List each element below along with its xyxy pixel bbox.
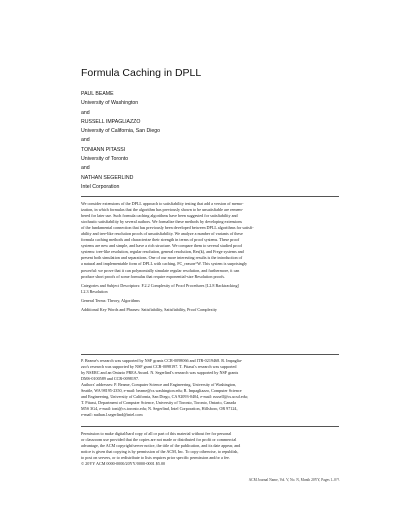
journal-footer: ACM Journal Name, Vol. V, No. N, Month 20YY, Pages 1–0??. <box>248 478 340 482</box>
author-affiliation: Intel Corporation <box>81 183 120 190</box>
author-separator: and <box>81 165 90 172</box>
permission-line: or classroom use provided that the copies are not made or distributed for profit or commercial <box>81 437 237 443</box>
author-name: PAUL BEAME <box>81 91 114 97</box>
address-line: e-mail: nathan.l.segerlind@intel.com <box>81 412 143 418</box>
abstract-line: powerful: we prove that it can polynomially simulate regular resolution, and furthermore, it can <box>81 267 240 273</box>
divider <box>81 354 339 355</box>
funding-line: by NSERC and an Ontario PREA Award. N. Segerlind's research was supported by NSF grants <box>81 370 239 376</box>
author-affiliation: University of California, San Diego <box>81 128 161 135</box>
abstract-line: systems are new and simple, and have a rich structure. We compare them to several studied proof <box>81 243 243 249</box>
abstract-line: We consider extensions of the DPLL approach to satisfiability testing that add a version of memo- <box>81 201 244 206</box>
categories-line: Categories and Subject Descriptors: F.2.2 Complexity of Proof Procedures [I.2.8 Backtracking] <box>81 282 239 288</box>
divider <box>81 196 339 197</box>
author-name: NATHAN SEGERLIND <box>81 174 134 181</box>
funding-line: zzo's research was supported by NSF grant CCR-0098197. T. Pitassi's research was supported <box>81 364 237 370</box>
address-line: M5S 3G4, e-mail: toni@cs.toronto.edu; N. Segerlind, Intel Corporation, Hillsboro, OR 97124, <box>81 406 238 412</box>
abstract-line: ability and tree-like resolution proofs of unsatisfiability. We analyze a number of variants of these <box>81 231 243 237</box>
funding-line: DMS-0100589 and CCR-0098197. <box>81 376 140 382</box>
abstract-line: ization, in which formulas that the algorithm has previously shown to be unsatisfiable are remem- <box>81 207 244 213</box>
author-separator: and <box>81 137 90 144</box>
address-line: T. Pitassi, Department of Computer Science, University of Toronto, Toronto, Ontario, Canada <box>81 400 237 406</box>
copyright-line: © 20YY ACM 0000-0000/20YY/0000-0001 $5.00 <box>81 461 166 467</box>
general-terms: General Terms: Theory, Algorithms <box>81 297 140 303</box>
address-line: Authors' addresses: P. Beame, Computer Science and Engineering, University of Washington, <box>81 382 237 388</box>
paper-title: Formula Caching in DPLL <box>81 67 202 79</box>
address-line: and Engineering, University of California, San Diego, CA 92093-0404, e-mail: russell@cs.ucsd.edu; <box>81 394 248 400</box>
address-line: Seattle, WA 98195-2350, e-mail: beame@cs.washington.edu; R. Impagliazzo, Computer Science <box>81 388 242 394</box>
abstract-line: bered for later use. Such formula caching algorithms have been suggested for satisfiability and <box>81 213 238 219</box>
keywords: Additional Key Words and Phrases: Satisfiability, Satisfiability, Proof Complexity <box>81 306 217 312</box>
permission-line: advantage, the ACM copyright/server notice, the title of the publication, and its date appear, and <box>81 443 241 449</box>
permission-line: Permission to make digital/hard copy of all or part of this material without fee for personal <box>81 431 232 436</box>
author-name: RUSSELL IMPAGLIAZZO <box>81 118 141 125</box>
permission-line: to post on servers, or to redistribute to lists requires prior specific permission and/or a fee. <box>81 455 230 461</box>
author-separator: and <box>81 109 90 116</box>
author-affiliation: University of Toronto <box>81 156 129 163</box>
author-name: TONIANN PITASSI <box>81 146 126 153</box>
abstract-line: systems: tree-like resolution, regular resolution, general resolution, Res(k), and Frege systems and <box>81 249 244 255</box>
permission-line: notice is given that copying is by permission of the ACM, Inc. To copy otherwise, to republish, <box>81 449 239 455</box>
author-affiliation: University of Washington <box>81 100 139 107</box>
author-list <box>81 90 341 192</box>
abstract-line: of the fundamental connection that has previously been developed between DPLL algorithms for satisfi- <box>81 225 254 231</box>
abstract <box>81 201 339 313</box>
categories-line: I.2.3 Resolution <box>81 288 108 294</box>
permission-notice <box>81 431 339 467</box>
abstract-line: a natural and implementable form of DPLL with caching, FC_reason^W. This system is surprisingly <box>81 261 248 267</box>
abstract-line: present both simulation and separations. One of our more interesting results is the introduction of <box>81 255 243 261</box>
abstract-line: produce short proofs of some formulas that require exponential-size Resolution proofs. <box>81 273 226 279</box>
abstract-line: stochastic satisfiability by several authors. We formalize these methods by developing extensions <box>81 219 243 225</box>
funding-and-addresses <box>81 358 339 418</box>
divider <box>81 426 339 427</box>
funding-line: P. Beame's research was supported by NSF grants CCR-0098066 and ITR-0219468. R. Impaglia- <box>81 358 243 363</box>
abstract-line: formula caching methods and characterize their strength in terms of proof systems. These proof <box>81 237 240 243</box>
